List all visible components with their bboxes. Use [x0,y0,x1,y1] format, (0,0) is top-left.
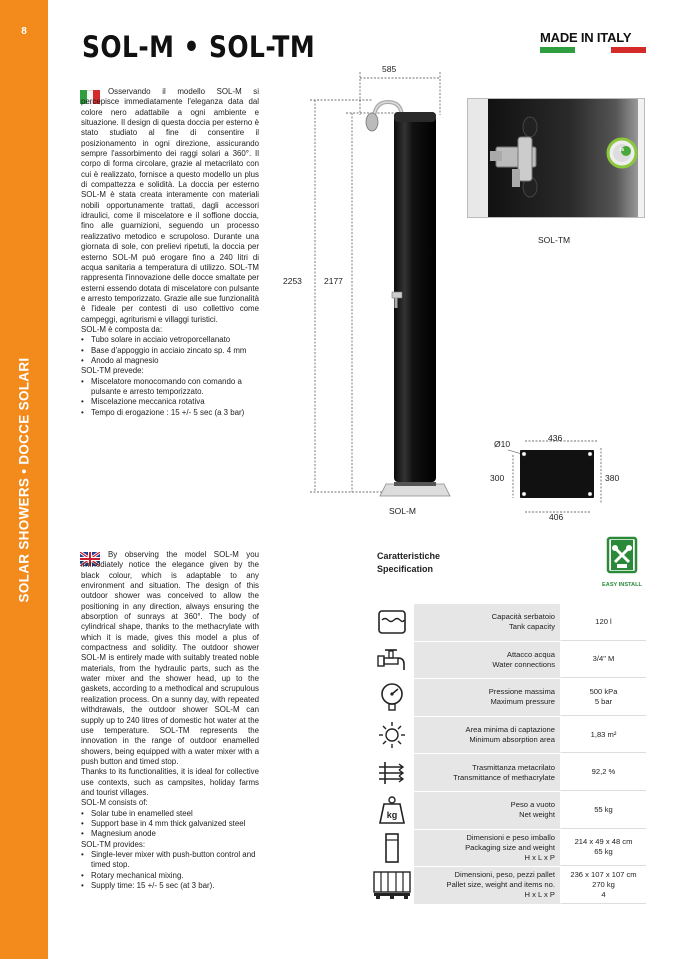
list-item: • Base d'appoggio in acciaio zincato sp. 4 mm [81,346,259,356]
italian-tm-list [81,377,259,418]
list-item: • Tempo di erogazione : 15 +/- 5 sec (a 3 bar) [81,408,259,418]
italian-composed-list [81,335,259,366]
spec-label-it: Capacità serbatoio [491,612,555,622]
list-item: • Anodo al magnesio [81,356,259,366]
detail-timer-badge: 15 [619,147,625,152]
english-composed-title: SOL-M consists of: [81,798,148,808]
spec-value-tertiary: 4 [601,889,606,899]
easy-install-badge [598,536,646,588]
spec-label-extra: H x L x P [524,852,555,862]
sun-icon [370,717,414,754]
spec-value-secondary: 65 kg [594,847,613,857]
spec-value: 120 l [595,616,612,626]
page-number: 8 [21,26,27,37]
spec-label-it: Trasmittanza metacrilato [472,762,555,772]
weight-icon-label: kg [386,810,398,821]
spec-value: 92,2 % [591,767,616,777]
base-top-dimension: 436 [548,433,563,443]
english-paragraph: By observing the model SOL-M you immediately notice the elegance given by the black colour, which is adaptable to any environment and situation. The design of this outdoor shower was conceived to allow the positioning in any direction, always ensuring the absorption of sunrays at 360°. The body of cylindrical shape, thanks to the methacrylate with which it is made, gives this model a plus of compactness and solidity. The outdoor shower SOL-M is entirely made with suitably treated noble materials, from the hydraulic parts, such as the water mixer and the shower head, up to the gaskets, according to a methodical and scrupulous realization process. On a sunny day, with repeated withdrawals, the outdoor shower SOL-M can supply up to 240 litres of domestic hot water at the use temperature. SOL-TM represents the innovation in the range of outdoor enamelled showers, being equipped with a water mixer with a push button and timed stop. [81,550,259,766]
weight-icon [370,792,414,829]
spec-heading-en: Specification [377,564,434,574]
easy-install-icon [605,536,639,576]
spec-value: 236 x 107 x 107 cm [570,869,637,879]
list-item: • Miscelazione meccanica rotativa [81,397,259,407]
list-item: • Single-lever mixer with push-button control and timed stop. [81,850,259,871]
spec-value-secondary: 270 kg [592,879,615,889]
spec-label-it: Dimensioni, peso, pezzi pallet [454,870,555,880]
base-hole-diameter: Ø10 [494,439,511,449]
tank-icon [370,604,414,641]
pallet-icon [370,867,414,904]
spec-value: 3/4" M [592,654,615,664]
italian-description [81,87,259,418]
list-item: • Miscelatore monocomando con comando a pulsante e arresto temporizzato. [81,377,259,398]
table-row [370,717,646,755]
easy-install-label: EASY INSTALL [602,582,642,588]
english-paragraph-2: Thanks to its functionalities, it is ideal for collective use contexts, such as campsites, holiday farms and tourist villages. [81,767,259,797]
list-item: • Rotary mechanical mixing. [81,871,259,881]
side-title: SOLAR SHOWERS • DOCCE SOLARI [16,357,32,603]
spec-table [370,604,646,905]
spec-value: 500 kPa [589,686,618,696]
spec-label-en: Pallet size, weight and items no. [446,880,555,890]
table-row [370,867,646,905]
english-description [81,550,259,891]
spec-label-en: Net weight [519,810,555,820]
english-tm-title: SOL-TM provides: [81,839,146,849]
sol-m-caption: SOL-M [389,506,416,516]
spec-label-en: Transmittance of methacrylate [453,772,555,782]
transmittance-icon [370,754,414,791]
sol-tm-caption: SOL-TM [538,235,571,245]
spec-heading [377,550,440,576]
table-row [370,754,646,792]
spec-label-en: Minimum absorption area [469,735,555,745]
table-row [370,830,646,868]
spec-label-en: Water connections [492,659,555,669]
body-height-dimension: 2177 [324,276,343,286]
spec-label-en: Maximum pressure [490,697,555,707]
list-item: • Solar tube in enamelled steel [81,809,259,819]
italian-composed-title: SOL-M è composta da: [81,324,163,334]
faucet-icon [370,642,414,679]
spec-label-extra: H x L x P [524,890,555,900]
spec-value: 214 x 49 x 48 cm [574,837,633,847]
base-right-dimension: 380 [605,473,620,483]
pressure-gauge-icon [370,679,414,716]
width-dimension: 585 [382,64,397,74]
italian-tm-title: SOL-TM prevede: [81,366,144,376]
sol-tm-mixer-illustration [468,99,645,218]
spec-label-it: Dimensioni e peso imballo [466,832,555,842]
spec-heading-it: Caratteristiche [377,551,441,561]
made-in-italy-text: MADE IN ITALY [540,30,632,45]
spec-label-en: Tank capacity [508,622,555,632]
total-height-dimension: 2253 [283,276,302,286]
table-row [370,792,646,830]
base-bottom-dimension: 406 [549,512,564,522]
italy-color-bar [540,47,646,53]
spec-label-it: Peso a vuoto [510,800,555,810]
spec-label-it: Pressione massima [488,687,555,697]
list-item: • Support base in 4 mm thick galvanized steel [81,819,259,829]
table-row [370,642,646,680]
table-row [370,604,646,642]
list-item: • Tubo solare in acciaio vetroporcellanato [81,335,259,345]
list-item: • Magnesium anode [81,829,259,839]
table-row [370,679,646,717]
spec-label-it: Area minima di captazione [465,725,555,735]
spec-label-it: Attacco acqua [506,649,555,659]
italian-paragraph: Osservando il modello SOL-M si percepisce immediatamente l'eleganza data dal colore nero adattabile a ogni ambiente e situazione. Il design di questa doccia per esterno è stato studiato al fine di consentire il posizionamento in ogni direzione, assicurando sempre l'assorbimento dei raggi solari a 360°. Il corpo di forma circolare, grazie al metacrilato con cui è realizzato, fornisce a questo modello un plus di compattezza e solidità. La doccia per esterno SOL-M è stata creata interamente con materiali nobili opportunamente trattati, dagli accessori idraulici, come il miscelatore e il soffione doccia, fino alle guarnizioni, seguendo un processo realizzativo metodico e scrupoloso. Durante una giornata di sole, con prelievi ripetuti, la doccia per esterno SOL-M può erogare fino a 240 litri di acqua sanitaria a temperatura di utilizzo. SOL-TM rappresenta l'innovazione delle docce smaltate per esterni essendo dotata di miscelatore con pulsante e arresto temporizzato. Grazie alle sue funzionalità è l'ideale per contesti di uso collettivo come campeggi, agriturismi e villaggi turistici. [81,87,259,324]
spec-value: 1,83 m² [590,729,617,739]
page-title: SOL-M • SOL-TM [82,30,316,64]
list-item: • Supply time: 15 +/- 5 sec (at 3 bar). [81,881,259,891]
spec-value: 55 kg [594,804,613,814]
sol-tm-detail-image [467,98,645,218]
base-left-dimension: 300 [490,473,505,483]
spec-value-secondary: 5 bar [594,696,613,706]
sol-m-technical-drawing [280,60,470,530]
english-tm-list [81,850,259,891]
english-composed-list [81,809,259,840]
made-in-italy-badge [540,30,646,53]
spec-label-en: Packaging size and weight [465,842,555,852]
package-icon [370,830,414,867]
